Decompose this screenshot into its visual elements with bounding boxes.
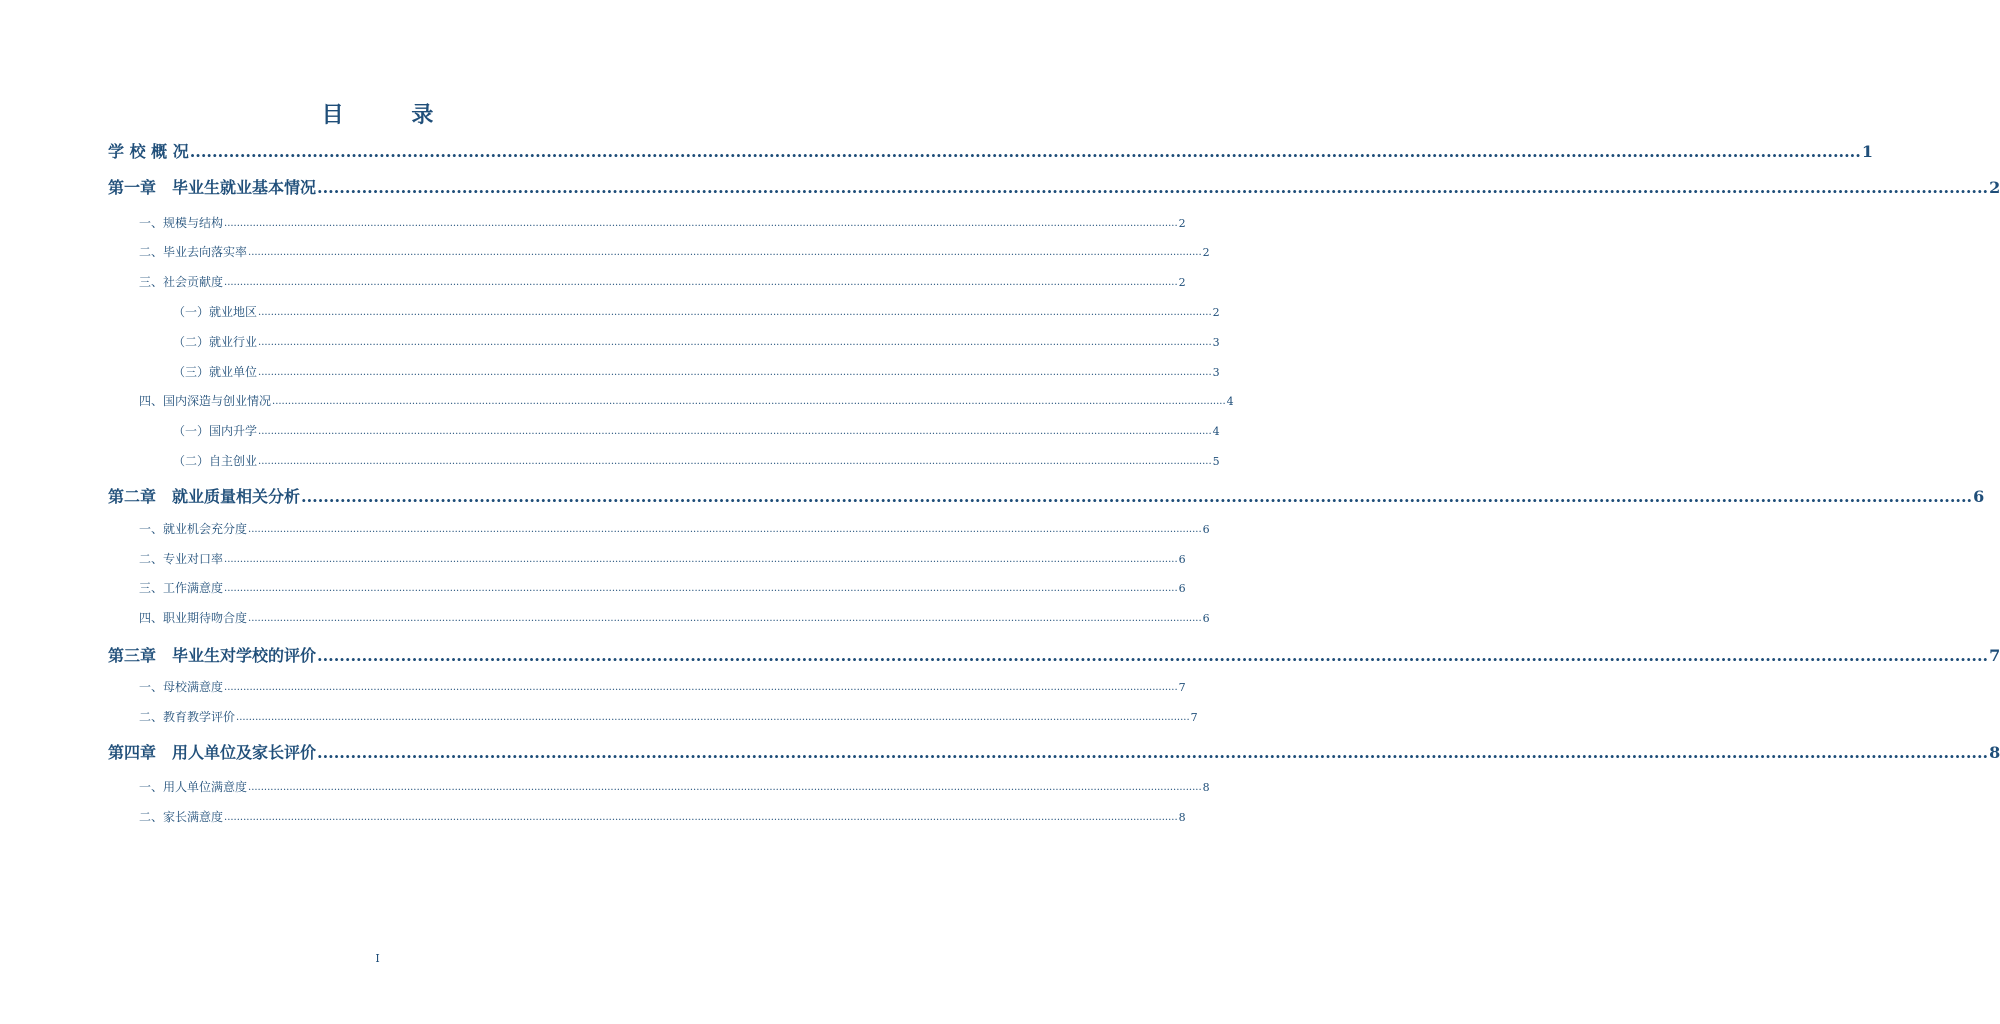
toc-entry-page: 7	[1190, 711, 1198, 724]
toc-entry-label: 第三章 毕业生对学校的评价	[108, 646, 317, 665]
toc-entry-label: 学 校 概 况	[108, 142, 189, 161]
toc-section-entry[interactable]	[173, 305, 1220, 319]
toc-entry-label: 三、工作满意度	[139, 581, 224, 595]
toc-entry-label: 第四章 用人单位及家长评价	[108, 743, 317, 762]
toc-section-entry[interactable]	[139, 810, 1186, 824]
toc-entry-page: 2	[1178, 276, 1186, 289]
toc-entry-page: 6	[1178, 553, 1186, 566]
toc-leader-dots: ............................................................................................................................................................................................................................................................................................................	[224, 218, 1178, 229]
toc-entry-label: 二、专业对口率	[139, 552, 224, 566]
toc-leader-dots: ............................................................................................................................................................................................................................................................................................................	[248, 782, 1202, 793]
toc-entry-label: 第二章 就业质量相关分析	[108, 487, 301, 506]
toc-leader-dots: ............................................................................................................................................................................................................................................................................................................	[258, 307, 1212, 318]
toc-leader-dots: ............................................................................................................................................................................................................................................................................................................	[224, 554, 1178, 565]
toc-entry-label: 四、国内深造与创业情况	[139, 394, 272, 408]
toc-entry-label: 第一章 毕业生就业基本情况	[108, 178, 317, 197]
toc-leader-dots: ............................................................................................................................................................................................................................................................................................................	[224, 277, 1178, 288]
toc-entry-label: 一、母校满意度	[139, 680, 224, 694]
toc-entry-page: 4	[1226, 395, 1234, 408]
toc-leader-dots: ............................................................................................................................................................................................................................................................................................................	[317, 178, 1989, 197]
toc-section-entry[interactable]	[139, 581, 1186, 595]
toc-section-entry[interactable]	[139, 611, 1210, 625]
toc-chapter-entry[interactable]	[108, 142, 1873, 161]
toc-section-entry[interactable]	[173, 424, 1220, 438]
toc-section-entry[interactable]	[139, 245, 1210, 259]
toc-leader-dots: ............................................................................................................................................................................................................................................................................................................	[258, 367, 1212, 378]
toc-leader-dots: ............................................................................................................................................................................................................................................................................................................	[258, 337, 1212, 348]
toc-section-entry[interactable]	[139, 552, 1186, 566]
toc-entry-page: 8	[1202, 781, 1210, 794]
toc-entry-page: 2	[1212, 306, 1220, 319]
toc-entry-label: 三、社会贡献度	[139, 275, 224, 289]
toc-leader-dots: ............................................................................................................................................................................................................................................................................................................	[248, 613, 1202, 624]
toc-entry-page: 1	[1861, 142, 1873, 161]
toc-section-entry[interactable]	[139, 216, 1186, 230]
toc-chapter-entry[interactable]	[108, 178, 2000, 197]
toc-entry-label: 四、职业期待吻合度	[139, 611, 248, 625]
toc-entry-label: （一）就业地区	[173, 305, 258, 319]
toc-section-entry[interactable]	[139, 680, 1186, 694]
toc-section-entry[interactable]	[139, 275, 1186, 289]
toc-leader-dots: ............................................................................................................................................................................................................................................................................................................	[224, 812, 1178, 823]
toc-entry-label: 二、教育教学评价	[139, 710, 236, 724]
toc-entry-page: 2	[1178, 217, 1186, 230]
toc-entry-page: 3	[1212, 336, 1220, 349]
toc-entry-page: 2	[1989, 178, 2000, 197]
toc-entry-label: 一、规模与结构	[139, 216, 224, 230]
toc-entry-page: 6	[1973, 487, 1985, 506]
toc-leader-dots: ............................................................................................................................................................................................................................................................................................................	[272, 396, 1226, 407]
toc-section-entry[interactable]	[139, 394, 1234, 408]
toc-section-entry[interactable]	[139, 522, 1210, 536]
toc-leader-dots: ............................................................................................................................................................................................................................................................................................................	[189, 142, 1861, 161]
toc-section-entry[interactable]	[173, 365, 1220, 379]
toc-entry-page: 6	[1202, 612, 1210, 625]
toc-leader-dots: ............................................................................................................................................................................................................................................................................................................	[317, 646, 1989, 665]
toc-section-entry[interactable]	[173, 454, 1220, 468]
toc-entry-page: 8	[1178, 811, 1186, 824]
toc-chapter-entry[interactable]	[108, 743, 2000, 762]
toc-entry-page: 6	[1178, 582, 1186, 595]
toc-entry-label: （三）就业单位	[173, 365, 258, 379]
toc-entry-page: 4	[1212, 425, 1220, 438]
toc-leader-dots: ............................................................................................................................................................................................................................................................................................................	[224, 682, 1178, 693]
toc-entry-page: 2	[1202, 246, 1210, 259]
toc-entry-label: 二、家长满意度	[139, 810, 224, 824]
toc-entry-label: （二）自主创业	[173, 454, 258, 468]
toc-leader-dots: ............................................................................................................................................................................................................................................................................................................	[236, 712, 1190, 723]
toc-leader-dots: ............................................................................................................................................................................................................................................................................................................	[258, 456, 1212, 467]
toc-entry-page: 5	[1212, 455, 1220, 468]
page-number: I	[375, 952, 380, 965]
toc-leader-dots: ............................................................................................................................................................................................................................................................................................................	[224, 583, 1178, 594]
toc-entry-label: 二、毕业去向落实率	[139, 245, 248, 259]
toc-section-entry[interactable]	[139, 780, 1210, 794]
toc-section-entry[interactable]	[173, 335, 1220, 349]
toc-title: 目 录	[321, 102, 464, 128]
toc-leader-dots: ............................................................................................................................................................................................................................................................................................................	[301, 487, 1973, 506]
toc-entry-page: 7	[1989, 646, 2000, 665]
toc-leader-dots: ............................................................................................................................................................................................................................................................................................................	[258, 426, 1212, 437]
toc-entry-page: 8	[1989, 743, 2000, 762]
toc-entry-label: 一、就业机会充分度	[139, 522, 248, 536]
toc-leader-dots: ............................................................................................................................................................................................................................................................................................................	[248, 524, 1202, 535]
toc-section-entry[interactable]	[139, 710, 1198, 724]
toc-leader-dots: ............................................................................................................................................................................................................................................................................................................	[317, 743, 1989, 762]
toc-entry-label: 一、用人单位满意度	[139, 780, 248, 794]
toc-chapter-entry[interactable]	[108, 487, 1985, 506]
toc-entry-page: 3	[1212, 366, 1220, 379]
toc-entry-label: （一）国内升学	[173, 424, 258, 438]
toc-entry-page: 6	[1202, 523, 1210, 536]
toc-entry-page: 7	[1178, 681, 1186, 694]
toc-leader-dots: ............................................................................................................................................................................................................................................................................................................	[248, 247, 1202, 258]
toc-chapter-entry[interactable]	[108, 646, 2000, 665]
toc-entry-label: （二）就业行业	[173, 335, 258, 349]
